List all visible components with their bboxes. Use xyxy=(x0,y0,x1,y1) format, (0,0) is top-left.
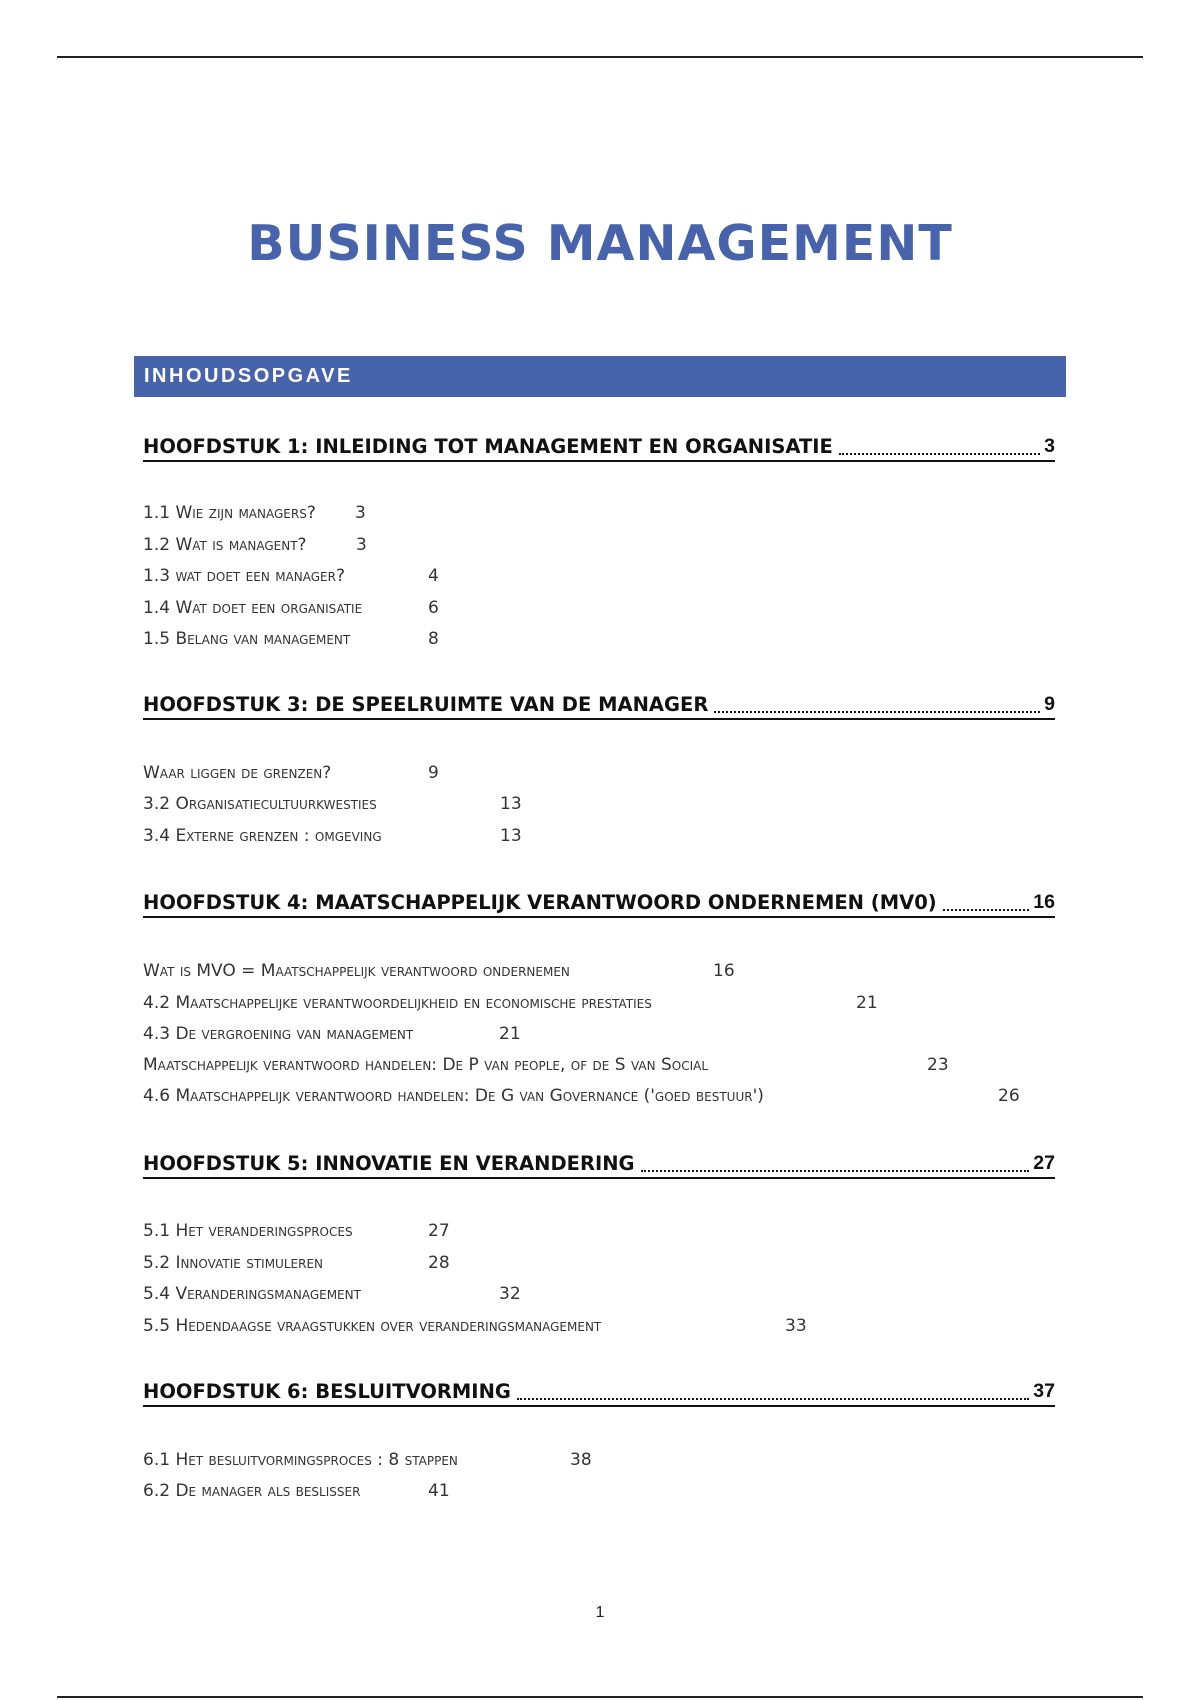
entry-text: 5.5 Hedendaagse vraagstukken over veranderingsmanagement xyxy=(143,1316,602,1336)
toc-entry[interactable] xyxy=(143,959,735,983)
toc-entry[interactable] xyxy=(143,761,439,785)
entry-text: 4.2 Maatschappelijke verantwoordelijkheid en economische prestaties xyxy=(143,993,652,1013)
toc-entry[interactable] xyxy=(143,991,878,1015)
toc-entry[interactable] xyxy=(143,1022,521,1046)
toc-entry[interactable] xyxy=(143,627,439,651)
toc-entry[interactable] xyxy=(143,1084,1020,1108)
toc-entry[interactable] xyxy=(143,1053,949,1077)
entry-text: 1.2 Wat is managent? xyxy=(143,535,307,555)
toc-entry[interactable] xyxy=(143,596,439,620)
toc-entry[interactable] xyxy=(143,1448,592,1472)
chapter-title: HOOFDSTUK 5: INNOVATIE EN VERANDERING xyxy=(143,1152,635,1175)
entry-page: 8 xyxy=(428,629,439,649)
toc-chapter-4[interactable] xyxy=(143,888,1055,918)
chapter-page: 3 xyxy=(1044,435,1055,457)
document-title: BUSINESS MANAGEMENT xyxy=(247,215,953,272)
entry-text: Maatschappelijk verantwoord handelen: De P van people, of de S van Social xyxy=(143,1055,709,1075)
entry-text: 5.2 Innovatie stimuleren xyxy=(143,1253,324,1273)
entry-text: 4.6 Maatschappelijk verantwoord handelen: De G van Governance ('goed bestuur') xyxy=(143,1086,764,1106)
entry-text: 5.1 Het veranderingsproces xyxy=(143,1221,353,1241)
chapter-page: 16 xyxy=(1033,891,1055,913)
entry-page: 33 xyxy=(785,1316,807,1336)
dot-leader xyxy=(714,711,1040,713)
toc-chapter-1[interactable] xyxy=(143,432,1055,462)
entry-text: Waar liggen de grenzen? xyxy=(143,763,332,783)
toc-entry[interactable] xyxy=(143,1282,521,1306)
entry-page: 26 xyxy=(998,1086,1020,1106)
dot-leader xyxy=(943,909,1030,911)
chapter-title: HOOFDSTUK 1: INLEIDING TOT MANAGEMENT EN ORGANISATIE xyxy=(143,435,833,458)
toc-heading-bar xyxy=(134,356,1066,397)
entry-page: 13 xyxy=(500,826,522,846)
entry-page: 27 xyxy=(428,1221,450,1241)
entry-page: 23 xyxy=(927,1055,949,1075)
dot-leader xyxy=(641,1170,1030,1172)
dot-leader xyxy=(517,1398,1029,1400)
toc-chapter-5[interactable] xyxy=(143,1149,1055,1179)
entry-page: 32 xyxy=(499,1284,521,1304)
toc-entry[interactable] xyxy=(143,824,522,848)
entry-page: 21 xyxy=(856,993,878,1013)
entry-page: 16 xyxy=(713,961,735,981)
entry-page: 21 xyxy=(499,1024,521,1044)
entry-text: 4.3 De vergroening van management xyxy=(143,1024,414,1044)
chapter-page: 37 xyxy=(1033,1380,1055,1402)
toc-entry[interactable] xyxy=(143,1251,450,1275)
entry-page: 3 xyxy=(356,535,367,555)
entry-page: 38 xyxy=(570,1450,592,1470)
footer-rule xyxy=(57,1696,1143,1698)
entry-page: 3 xyxy=(355,503,366,523)
chapter-title: HOOFDSTUK 6: BESLUITVORMING xyxy=(143,1380,511,1403)
entry-text: 6.2 De manager als beslisser xyxy=(143,1481,361,1501)
toc-chapter-3[interactable] xyxy=(143,690,1055,720)
chapter-page: 9 xyxy=(1044,693,1055,715)
entry-text: 6.1 Het besluitvormingsproces : 8 stappen xyxy=(143,1450,458,1470)
toc-entry[interactable] xyxy=(143,1479,450,1503)
toc-chapter-6[interactable] xyxy=(143,1377,1055,1407)
toc-entry[interactable] xyxy=(143,533,367,557)
header-rule xyxy=(57,56,1143,58)
chapter-title: HOOFDSTUK 3: DE SPEELRUIMTE VAN DE MANAGER xyxy=(143,693,709,716)
entry-text: 5.4 Veranderingsmanagement xyxy=(143,1284,361,1304)
toc-entry[interactable] xyxy=(143,564,439,588)
toc-heading: INHOUDSOPGAVE xyxy=(144,365,353,387)
entry-text: Wat is MVO = Maatschappelijk verantwoord ondernemen xyxy=(143,961,570,981)
entry-text: 3.4 Externe grenzen : omgeving xyxy=(143,826,382,846)
toc-entry[interactable] xyxy=(143,501,366,525)
toc-entry[interactable] xyxy=(143,1219,450,1243)
toc-entry[interactable] xyxy=(143,1314,807,1338)
entry-page: 13 xyxy=(500,794,522,814)
entry-text: 1.5 Belang van management xyxy=(143,629,351,649)
entry-text: 1.4 Wat doet een organisatie xyxy=(143,598,363,618)
toc-entry[interactable] xyxy=(143,792,522,816)
entry-page: 28 xyxy=(428,1253,450,1273)
chapter-page: 27 xyxy=(1033,1152,1055,1174)
entry-text: 1.1 Wie zijn managers? xyxy=(143,503,316,523)
entry-page: 41 xyxy=(428,1481,450,1501)
entry-page: 9 xyxy=(428,763,439,783)
dot-leader xyxy=(839,453,1040,455)
entry-text: 1.3 wat doet een manager? xyxy=(143,566,345,586)
entry-page: 4 xyxy=(428,566,439,586)
page-number: 1 xyxy=(595,1604,605,1621)
entry-text: 3.2 Organisatiecultuurkwesties xyxy=(143,794,377,814)
entry-page: 6 xyxy=(428,598,439,618)
chapter-title: HOOFDSTUK 4: MAATSCHAPPELIJK VERANTWOORD ONDERNEMEN (MV0) xyxy=(143,891,937,914)
